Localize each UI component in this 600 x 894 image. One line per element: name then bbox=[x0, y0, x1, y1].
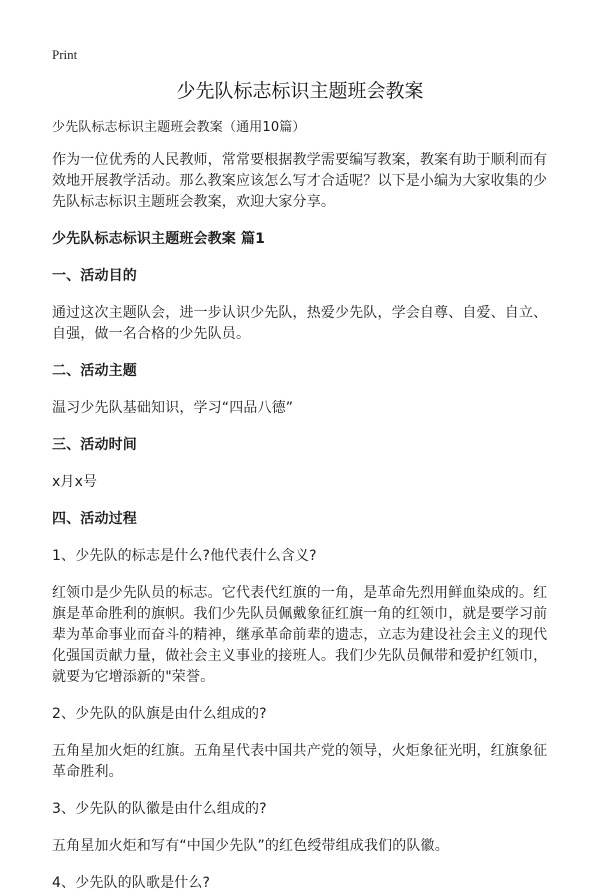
goal-paragraph: 通过这次主题队会，进一步认识少先队，热爱少先队，学会自尊、自爱、自立、自强，做一名合格的少先队员。 bbox=[52, 305, 548, 342]
section-heading-time: 三、活动时间 bbox=[52, 437, 137, 453]
time-paragraph: x月x号 bbox=[52, 474, 98, 490]
print-link[interactable]: Print bbox=[52, 47, 78, 62]
answer-1: 红领巾是少先队员的标志。它代表代红旗的一角，是革命先烈用鲜血染成的。红旗是革命胜利的旗帜。我们少先队员佩戴象征红旗一角的红领巾，就是要学习前辈为革命事业而奋斗的精神，继承革命前辈的遗志，立志为建设社会主义的现代化强国贡献力量，做社会主义事业的接班人。我们少先队员佩带和爱护红领巾，就要为它增添新的"荣誉。 bbox=[52, 585, 548, 685]
section-heading-goal: 一、活动目的 bbox=[52, 268, 137, 284]
document-subtitle: 少先队标志标识主题班会教案（通用10篇） bbox=[52, 120, 306, 135]
theme-paragraph: 温习少先队基础知识，学习“四品八德” bbox=[52, 400, 294, 416]
section-heading-process: 四、活动过程 bbox=[52, 511, 137, 527]
answer-2: 五角星加火炬的红旗。五角星代表中国共产党的领导，火炬象征光明，红旗象征革命胜利。 bbox=[52, 743, 548, 780]
question-3: 3、少先队的队徽是由什么组成的? bbox=[52, 801, 267, 817]
answer-3: 五角星加火炬和写有“中国少先队”的红色绶带组成我们的队徽。 bbox=[52, 838, 449, 854]
intro-paragraph: 作为一位优秀的人民教师，常常要根据教学需要编写教案，教案有助于顺利而有效地开展教学活动。那么教案应该怎么写才合适呢？以下是小编为大家收集的少先队标志标识主题班会教案，欢迎大家分享。 bbox=[52, 152, 548, 210]
page-title: 少先队标志标识主题班会教案 bbox=[176, 80, 424, 102]
document-body bbox=[52, 118, 556, 894]
question-1: 1、少先队的标志是什么?他代表什么含义? bbox=[52, 548, 317, 564]
section-heading-theme: 二、活动主题 bbox=[52, 363, 137, 379]
question-2: 2、少先队的队旗是由什么组成的? bbox=[52, 706, 267, 722]
chapter-heading: 少先队标志标识主题班会教案 篇1 bbox=[52, 231, 266, 247]
question-4: 4、少先队的队歌是什么? bbox=[52, 875, 211, 891]
